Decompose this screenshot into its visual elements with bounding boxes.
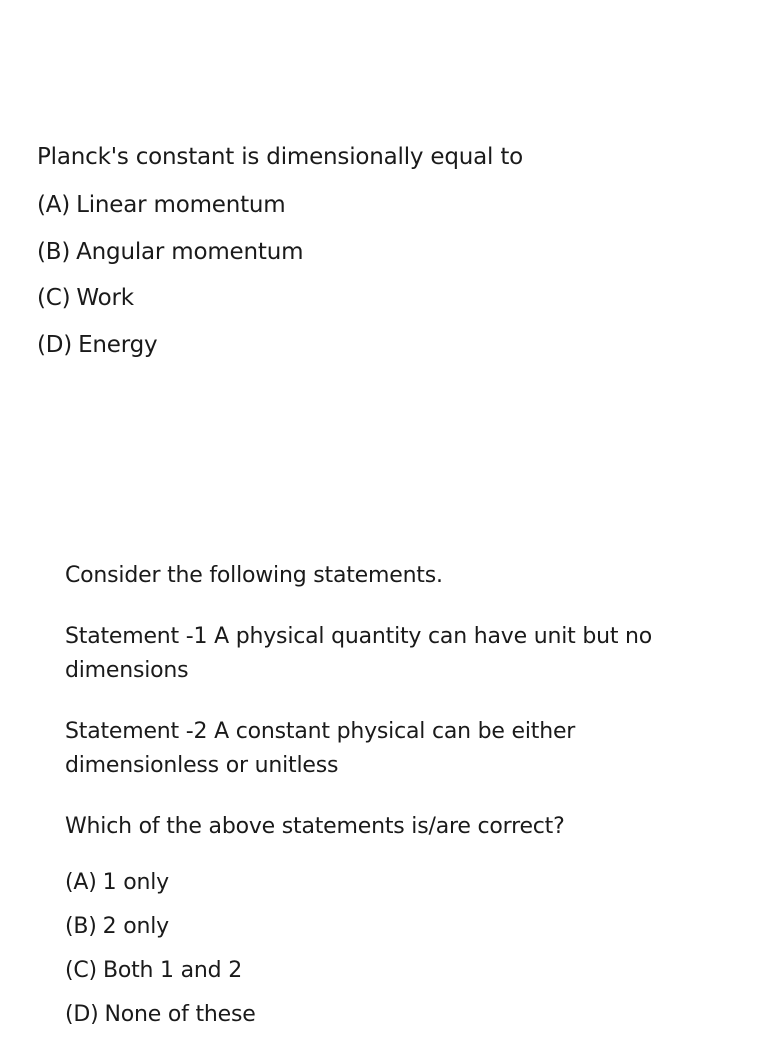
- question-2-statement-1: Statement -1 A physical quantity can have unit but no dimensions: [65, 624, 653, 683]
- question-1-options: [37, 188, 737, 362]
- question-1: [37, 140, 737, 374]
- option-letter: (B): [65, 914, 97, 939]
- option-text: Angular momentum: [76, 238, 304, 265]
- option-letter: (D): [37, 331, 73, 358]
- option-letter: (A): [37, 192, 71, 218]
- question-2-prompt: Which of the above statements is/are correct?: [65, 814, 565, 839]
- question-2-statement-2: Statement -2 A constant physical can be either dimensionless or unitless: [65, 719, 576, 778]
- question-2-option-c[interactable]: [65, 954, 725, 988]
- option-text: None of these: [104, 1002, 256, 1027]
- option-letter: (A): [65, 870, 97, 895]
- question-2-options: [65, 866, 725, 1032]
- option-text: 2 only: [102, 914, 169, 939]
- question-2-option-a[interactable]: [65, 866, 725, 900]
- option-text: Energy: [78, 331, 158, 358]
- option-letter: (C): [65, 958, 97, 983]
- option-text: 1 only: [102, 870, 169, 895]
- option-text: Work: [76, 285, 134, 311]
- option-text: Linear momentum: [76, 192, 286, 218]
- question-2: [65, 559, 725, 1042]
- question-2-intro: Consider the following statements.: [65, 563, 443, 588]
- option-letter: (D): [65, 1002, 99, 1027]
- option-letter: (B): [37, 238, 71, 265]
- question-1-text: Planck's constant is dimensionally equal to: [37, 144, 524, 170]
- option-text: Both 1 and 2: [102, 958, 243, 983]
- question-1-option-c[interactable]: [37, 281, 737, 315]
- option-letter: (C): [37, 285, 71, 311]
- question-2-option-b[interactable]: [65, 910, 725, 944]
- question-1-option-d[interactable]: [37, 328, 737, 362]
- question-2-option-d[interactable]: [65, 998, 725, 1032]
- question-1-option-b[interactable]: [37, 235, 737, 269]
- question-1-option-a[interactable]: [37, 188, 737, 222]
